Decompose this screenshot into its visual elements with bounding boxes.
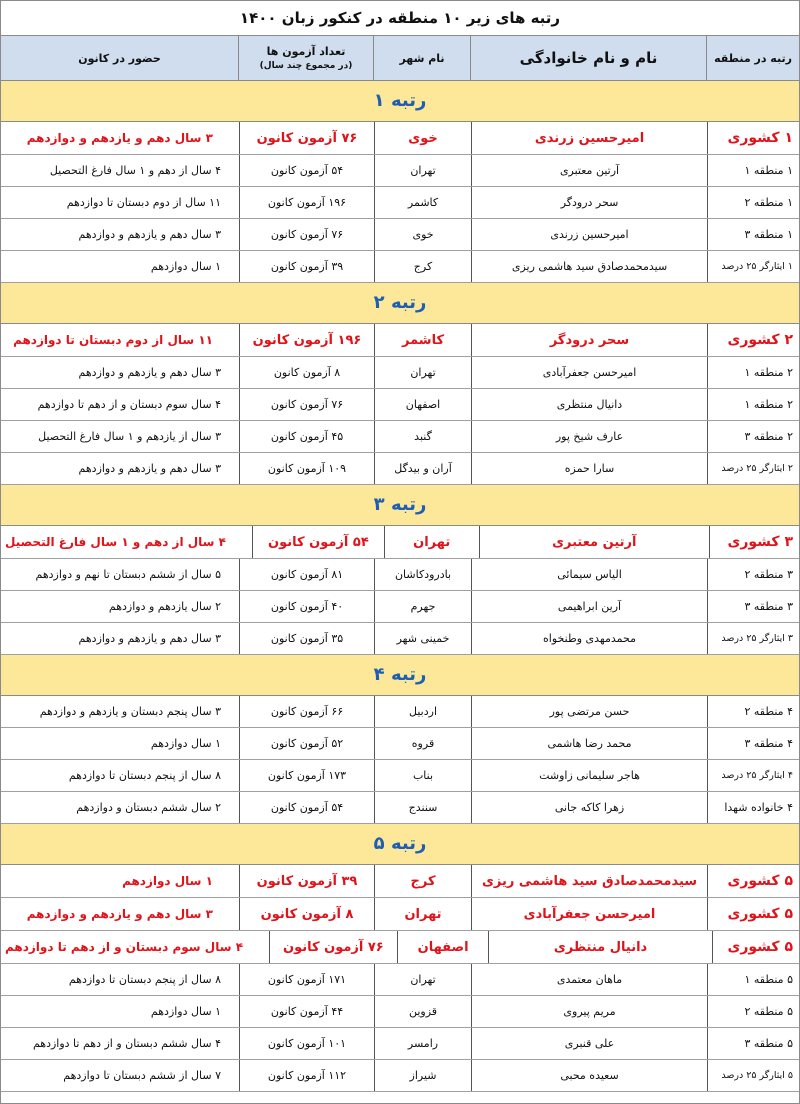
cell-attendance (1, 421, 239, 452)
table-row-national (1, 122, 799, 155)
cell-attendance (1, 357, 239, 388)
cell-rank (707, 996, 799, 1027)
cell-name-text: مریم پیروی (563, 1005, 616, 1018)
cell-city-text: سنندج (408, 801, 438, 814)
table-row (1, 251, 799, 283)
cell-attendance-text: ۱ سال دوازدهم (150, 737, 221, 750)
cell-attendance (1, 931, 269, 963)
cell-rank (707, 122, 799, 154)
cell-city-text: اصفهان (405, 398, 441, 411)
cell-attendance-text: ۳ سال دهم و یازدهم و دوازدهم (26, 907, 213, 921)
cell-name (471, 865, 707, 897)
cell-city-text: قزوین (408, 1005, 438, 1018)
cell-rank-text: ۵ ایثارگر ۲۵ درصد (721, 1070, 793, 1081)
cell-exams (239, 792, 374, 823)
cell-city (374, 964, 471, 995)
cell-name-text: سعیده محبی (560, 1069, 619, 1082)
cell-name (471, 122, 707, 154)
cell-name (471, 696, 707, 727)
cell-attendance-text: ۴ سال ششم دبستان و از دهم تا دوازدهم (32, 1037, 221, 1050)
cell-exams-text: ۵۴ آزمون کانون (270, 164, 344, 177)
header-exams-sub: (در مجموع چند سال) (259, 61, 353, 71)
cell-city-text: آران و بیدگل (394, 462, 452, 475)
cell-city (374, 453, 471, 484)
cell-city-text: اردبیل (409, 705, 437, 718)
cell-exams-text: ۸ آزمون کانون (260, 906, 354, 922)
cell-rank (707, 219, 799, 250)
table-row (1, 591, 799, 623)
cell-city-text: تهران (413, 534, 451, 550)
cell-rank-text: ۲ منطقه ۱ (744, 398, 793, 411)
cell-city (374, 792, 471, 823)
cell-rank-text: ۴ منطقه ۲ (744, 705, 793, 718)
cell-rank (707, 728, 799, 759)
cell-name-text: الیاس سیمائی (557, 568, 622, 581)
cell-rank-text: ۴ خانواده شهدا (724, 801, 793, 814)
cell-name-text: آرتین معتبری (552, 534, 637, 550)
cell-city (374, 357, 471, 388)
cell-rank (707, 898, 799, 930)
cell-city-text: قروه (411, 737, 435, 750)
cell-rank (707, 389, 799, 420)
cell-rank-text: ۵ منطقه ۲ (744, 1005, 793, 1018)
header-rank: رتبه در منطقه (706, 36, 799, 80)
cell-exams (252, 526, 384, 558)
cell-exams (239, 421, 374, 452)
header-exams-label: تعداد آزمون ها (266, 45, 346, 58)
cell-exams-text: ۶۶ آزمون کانون (270, 705, 344, 718)
cell-name-text: سیدمحمدصادق سید هاشمی ریزی (511, 260, 668, 273)
cell-attendance-text: ۸ سال از پنجم دبستان تا دوازدهم (68, 973, 221, 986)
cell-name-text: ماهان معتمدی (556, 973, 623, 986)
cell-name-text: عارف شیخ پور (555, 430, 624, 443)
cell-city (374, 623, 471, 654)
cell-attendance (1, 760, 239, 791)
table-row (1, 453, 799, 485)
cell-city-text: تهران (410, 164, 436, 177)
cell-name (471, 324, 707, 356)
cell-name (471, 219, 707, 250)
cell-attendance-text: ۴ سال سوم دبستان و از دهم تا دوازدهم (37, 398, 221, 411)
cell-city (384, 526, 479, 558)
table-row (1, 559, 799, 591)
table-row (1, 996, 799, 1028)
cell-city (374, 898, 471, 930)
cell-attendance (1, 324, 239, 356)
cell-attendance (1, 559, 239, 590)
cell-name-text: آرین ابراهیمی (557, 600, 622, 613)
cell-name-text: امیرحسن جعفرآبادی (542, 366, 637, 379)
cell-name (471, 421, 707, 452)
cell-city (374, 559, 471, 590)
cell-name-text: امیرحسین زرندی (534, 130, 645, 146)
cell-rank (707, 155, 799, 186)
cell-attendance-text: ۱۱ سال از دوم دبستان تا دوازدهم (66, 196, 221, 209)
cell-exams (239, 591, 374, 622)
table-row (1, 728, 799, 760)
cell-attendance-text: ۳ سال دهم و یازدهم و دوازدهم (78, 632, 221, 645)
cell-exams (239, 155, 374, 186)
cell-city-text: رامسر (407, 1037, 439, 1050)
cell-exams-text: ۷۶ آزمون کانون (283, 939, 384, 955)
cell-city (374, 187, 471, 218)
cell-exams (239, 623, 374, 654)
cell-exams-text: ۳۹ آزمون کانون (256, 873, 358, 889)
cell-exams-text: ۱۷۱ آزمون کانون (267, 973, 347, 986)
cell-rank (707, 865, 799, 897)
cell-exams-text: ۱۰۱ آزمون کانون (267, 1037, 347, 1050)
table-row (1, 760, 799, 792)
cell-exams (239, 1060, 374, 1091)
cell-city-text: کرج (410, 873, 436, 889)
cell-rank-text: ۱ کشوری (727, 130, 793, 146)
cell-attendance (1, 728, 239, 759)
cell-exams (239, 187, 374, 218)
cell-attendance (1, 792, 239, 823)
cell-exams (239, 559, 374, 590)
cell-name (471, 898, 707, 930)
cell-rank-text: ۵ منطقه ۳ (744, 1037, 793, 1050)
cell-name-text: دانیال منتظری (553, 939, 648, 955)
cell-attendance-text: ۳ سال دهم و یازدهم و دوازدهم (78, 462, 221, 475)
cell-city-text: گنبد (414, 430, 432, 443)
cell-attendance-text: ۱ سال دوازدهم (150, 1005, 221, 1018)
cell-exams-text: ۱۷۳ آزمون کانون (267, 769, 347, 782)
table-row (1, 357, 799, 389)
cell-rank (707, 792, 799, 823)
rank-group-band: رتبه ۴ (1, 655, 799, 696)
cell-rank-text: ۴ منطقه ۳ (744, 737, 793, 750)
cell-rank-text: ۵ منطقه ۱ (744, 973, 793, 986)
results-table-body (1, 81, 799, 1092)
cell-city-text: کاشمر (407, 196, 439, 209)
cell-exams (239, 453, 374, 484)
cell-name (471, 1060, 707, 1091)
cell-city (397, 931, 489, 963)
cell-city (374, 155, 471, 186)
cell-name-text: امیرحسن جعفرآبادی (523, 906, 656, 922)
table-row (1, 389, 799, 421)
cell-rank-text: ۳ منطقه ۲ (744, 568, 793, 581)
cell-city (374, 251, 471, 282)
cell-name (471, 155, 707, 186)
cell-exams-text: ۴۴ آزمون کانون (270, 1005, 344, 1018)
cell-rank (707, 1060, 799, 1091)
cell-exams (239, 865, 374, 897)
cell-name-text: آرتین معتبری (559, 164, 620, 177)
cell-name-text: امیرحسین زرندی (550, 228, 629, 241)
cell-attendance-text: ۲ سال ششم دبستان و دوازدهم (76, 801, 221, 814)
cell-rank (707, 357, 799, 388)
cell-city (374, 591, 471, 622)
cell-attendance-text: ۳ سال دهم و یازدهم و دوازدهم (78, 228, 221, 241)
cell-name (471, 559, 707, 590)
cell-exams-text: ۱۹۶ آزمون کانون (267, 196, 347, 209)
cell-rank-text: ۳ ایثارگر ۲۵ درصد (721, 633, 793, 644)
cell-name-text: محمد رضا هاشمی (547, 737, 632, 750)
cell-attendance-text: ۵ سال از ششم دبستان تا نهم و دوازدهم (35, 568, 221, 581)
cell-attendance-text: ۷ سال از ششم دبستان تا دوازدهم (63, 1069, 221, 1082)
cell-city (374, 421, 471, 452)
table-row-national (1, 324, 799, 357)
cell-rank (707, 453, 799, 484)
cell-name-text: سیدمحمدصادق سید هاشمی ریزی (481, 873, 698, 889)
cell-rank-text: ۳ کشوری (727, 534, 793, 550)
cell-name (471, 453, 707, 484)
cell-exams-text: ۷۶ آزمون کانون (270, 228, 344, 241)
cell-attendance (1, 453, 239, 484)
cell-name-text: سحر درودگر (560, 196, 619, 209)
cell-exams (239, 324, 374, 356)
cell-name-text: سحر درودگر (549, 332, 630, 348)
table-row (1, 187, 799, 219)
cell-rank-text: ۵ کشوری (727, 873, 793, 889)
table-header (1, 36, 799, 81)
header-name: نام و نام خانوادگی (470, 36, 706, 80)
cell-rank (707, 559, 799, 590)
cell-rank (712, 931, 799, 963)
cell-name (471, 623, 707, 654)
cell-rank-text: ۱ منطقه ۳ (744, 228, 793, 241)
cell-name (471, 591, 707, 622)
cell-attendance (1, 696, 239, 727)
rank-group-band: رتبه ۳ (1, 485, 799, 526)
cell-rank (707, 696, 799, 727)
cell-attendance-text: ۱ سال دوازدهم (122, 874, 213, 888)
cell-attendance (1, 1028, 239, 1059)
cell-exams (269, 931, 397, 963)
rank-group-band: رتبه ۲ (1, 283, 799, 324)
cell-attendance (1, 219, 239, 250)
table-row (1, 623, 799, 655)
page-title: رتبه های زیر ۱۰ منطقه در کنکور زبان ۱۴۰۰ (1, 1, 799, 36)
cell-attendance-text: ۴ سال از دهم و ۱ سال فارغ التحصیل (5, 535, 226, 549)
cell-name (471, 964, 707, 995)
cell-name-text: محمدمهدی وطنخواه (543, 632, 636, 645)
table-row-national (1, 931, 799, 964)
cell-rank (707, 591, 799, 622)
table-row-national (1, 898, 799, 931)
cell-city (374, 760, 471, 791)
cell-attendance (1, 865, 239, 897)
table-row (1, 219, 799, 251)
cell-name-text: هاجر سلیمانی زاوشت (539, 769, 640, 782)
cell-exams-text: ۴۵ آزمون کانون (270, 430, 344, 443)
table-row-national (1, 526, 799, 559)
table-row (1, 792, 799, 824)
cell-attendance (1, 187, 239, 218)
cell-city-text: جهرم (410, 600, 436, 613)
cell-exams-text: ۸ آزمون کانون (273, 366, 341, 379)
cell-rank (707, 760, 799, 791)
cell-name-text: حسن مرتضی پور (549, 705, 630, 718)
cell-rank-text: ۲ منطقه ۱ (744, 366, 793, 379)
cell-city (374, 1060, 471, 1091)
table-row (1, 1028, 799, 1060)
cell-attendance (1, 996, 239, 1027)
cell-name (488, 931, 711, 963)
cell-name (471, 357, 707, 388)
cell-attendance (1, 251, 239, 282)
cell-rank (707, 324, 799, 356)
cell-attendance (1, 526, 252, 558)
cell-rank (707, 964, 799, 995)
cell-name (471, 1028, 707, 1059)
cell-name (471, 760, 707, 791)
cell-attendance (1, 591, 239, 622)
cell-city (374, 122, 471, 154)
cell-attendance-text: ۲ سال یازدهم و دوازدهم (108, 600, 221, 613)
cell-rank-text: ۵ کشوری (727, 939, 793, 955)
cell-city (374, 219, 471, 250)
cell-exams (239, 964, 374, 995)
table-row (1, 964, 799, 996)
cell-city (374, 996, 471, 1027)
cell-rank-text: ۲ ایثارگر ۲۵ درصد (721, 463, 793, 474)
cell-name (479, 526, 709, 558)
cell-attendance (1, 898, 239, 930)
cell-attendance-text: ۴ سال از دهم و ۱ سال فارغ التحصیل (49, 164, 221, 177)
cell-rank-text: ۵ کشوری (727, 906, 793, 922)
cell-rank-text: ۲ کشوری (727, 332, 793, 348)
cell-city-text: بناب (412, 769, 434, 782)
cell-exams-text: ۸۱ آزمون کانون (270, 568, 344, 581)
cell-rank (709, 526, 799, 558)
cell-name (471, 792, 707, 823)
cell-rank-text: ۱ منطقه ۲ (744, 196, 793, 209)
cell-attendance-text: ۱۱ سال از دوم دبستان تا دوازدهم (13, 333, 213, 347)
cell-rank (707, 623, 799, 654)
cell-name (471, 389, 707, 420)
cell-exams (239, 898, 374, 930)
cell-exams (239, 760, 374, 791)
cell-rank-text: ۳ منطقه ۳ (744, 600, 793, 613)
cell-exams-text: ۳۵ آزمون کانون (270, 632, 344, 645)
cell-exams (239, 1028, 374, 1059)
rank-group-band: رتبه ۵ (1, 824, 799, 865)
cell-exams (239, 219, 374, 250)
cell-city-text: شیراز (409, 1069, 437, 1082)
cell-name-text: علی قنبری (564, 1037, 615, 1050)
cell-name-text: سارا حمزه (564, 462, 615, 475)
cell-city-text: خوی (412, 228, 434, 241)
cell-exams-text: ۱۰۹ آزمون کانون (267, 462, 347, 475)
cell-city (374, 696, 471, 727)
cell-city (374, 865, 471, 897)
cell-attendance-text: ۳ سال دهم و یازدهم و دوازدهم (78, 366, 221, 379)
header-exams (238, 36, 373, 80)
cell-attendance (1, 155, 239, 186)
cell-rank (707, 1028, 799, 1059)
cell-rank-text: ۴ ایثارگر ۲۵ درصد (721, 770, 793, 781)
cell-exams (239, 389, 374, 420)
cell-exams (239, 357, 374, 388)
cell-attendance (1, 389, 239, 420)
cell-attendance-text: ۱ سال دوازدهم (150, 260, 221, 273)
cell-city-text: تهران (410, 366, 436, 379)
cell-attendance-text: ۳ سال از یازدهم و ۱ سال فارغ التحصیل (38, 430, 221, 443)
cell-attendance-text: ۳ سال دهم و یازدهم و دوازدهم (26, 131, 213, 145)
cell-exams (239, 996, 374, 1027)
cell-name-text: زهرا کاکه جانی (554, 801, 625, 814)
cell-name (471, 187, 707, 218)
cell-rank-text: ۱ منطقه ۱ (744, 164, 793, 177)
cell-exams-text: ۵۴ آزمون کانون (268, 534, 369, 550)
cell-name (471, 728, 707, 759)
cell-city-text: بادرودکاشان (394, 568, 452, 581)
cell-attendance-text: ۴ سال سوم دبستان و از دهم تا دوازدهم (4, 940, 244, 954)
cell-city (374, 389, 471, 420)
cell-exams (239, 251, 374, 282)
cell-rank (707, 251, 799, 282)
cell-attendance-text: ۳ سال پنجم دبستان و یازدهم و دوازدهم (39, 705, 221, 718)
cell-exams-text: ۵۲ آزمون کانون (270, 737, 344, 750)
cell-city (374, 324, 471, 356)
table-row-national (1, 865, 799, 898)
cell-exams-text: ۱۹۶ آزمون کانون (252, 332, 362, 348)
table-row (1, 421, 799, 453)
cell-exams-text: ۷۶ آزمون کانون (270, 398, 344, 411)
cell-city-text: خمینی شهر (396, 632, 450, 645)
cell-city (374, 1028, 471, 1059)
cell-attendance (1, 623, 239, 654)
cell-exams-text: ۱۱۲ آزمون کانون (267, 1069, 347, 1082)
cell-exams (239, 696, 374, 727)
cell-city-text: تهران (410, 973, 436, 986)
cell-city-text: خوی (408, 130, 438, 146)
header-attendance: حضور در کانون (78, 51, 161, 65)
cell-city-text: کاشمر (401, 332, 445, 348)
rank-group-band: رتبه ۱ (1, 81, 799, 122)
cell-attendance (1, 122, 239, 154)
table-row (1, 1060, 799, 1092)
cell-rank-text: ۱ ایثارگر ۲۵ درصد (721, 261, 793, 272)
cell-attendance (1, 964, 239, 995)
table-row (1, 155, 799, 187)
cell-rank (707, 187, 799, 218)
cell-exams-text: ۷۶ آزمون کانون (256, 130, 358, 146)
cell-name-text: دانیال منتظری (556, 398, 623, 411)
cell-city-text: کرج (413, 260, 433, 273)
cell-attendance-text: ۸ سال از پنجم دبستان تا دوازدهم (68, 769, 221, 782)
cell-exams-text: ۵۴ آزمون کانون (270, 801, 344, 814)
cell-exams-text: ۳۹ آزمون کانون (270, 260, 344, 273)
cell-exams-text: ۴۰ آزمون کانون (270, 600, 344, 613)
cell-exams (239, 122, 374, 154)
cell-name (471, 996, 707, 1027)
header-city: نام شهر (373, 36, 470, 80)
cell-city (374, 728, 471, 759)
cell-city-text: اصفهان (417, 939, 469, 955)
cell-city-text: تهران (404, 906, 442, 922)
cell-rank (707, 421, 799, 452)
table-row (1, 696, 799, 728)
cell-exams (239, 728, 374, 759)
cell-attendance (1, 1060, 239, 1091)
cell-rank-text: ۲ منطقه ۳ (744, 430, 793, 443)
cell-name (471, 251, 707, 282)
